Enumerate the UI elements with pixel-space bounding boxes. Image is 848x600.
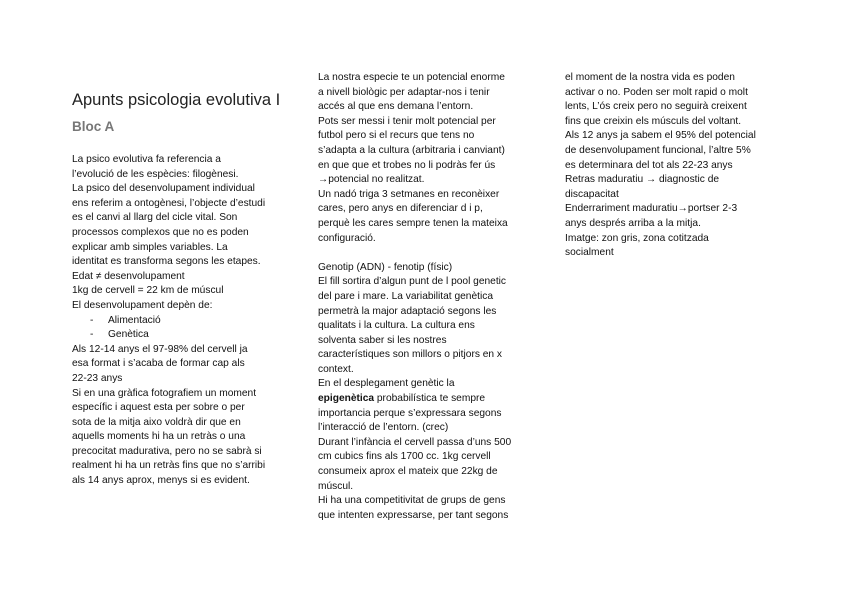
bullet-dash: -: [90, 329, 94, 341]
text-line: context.: [318, 363, 354, 375]
text-line: perquè les cares sempre tenen la mateixa: [318, 217, 508, 229]
text-line: futbol pero si el recurs que tens no: [318, 130, 475, 142]
text-line: a nivell biològic per adaptar-nos i tenir: [318, 86, 490, 98]
text-line: realment hi ha un retràs fins que no s’arribi: [72, 460, 266, 472]
text-line: fins que creixin els músculs del voltant.: [565, 115, 742, 127]
text-line: 22-23 anys: [72, 372, 123, 384]
text-line: Edat ≠ desenvolupament: [72, 270, 185, 282]
bold-term: epigenètica: [318, 393, 375, 405]
text-line: Enderrariment maduratiu→portser 2-3: [565, 203, 738, 215]
text-span: probabilística te sempre: [374, 393, 486, 405]
text-line: específic i aquest esta per sobre o per: [72, 402, 245, 414]
text-line: discapacitat: [565, 188, 619, 200]
text-line: el moment de la nostra vida es poden: [565, 72, 735, 83]
text-line: configuració.: [318, 232, 376, 244]
text-line: lents, L’ós creix pero no seguirà creixent: [565, 101, 747, 113]
text-line: ens referim a ontogènesi, l’objecte d’estudi: [72, 197, 266, 209]
text-line: cares, pero anys en diferenciar d i p,: [318, 203, 483, 215]
text-line: consumeix aprox el mateix que 22kg de: [318, 466, 498, 478]
text-line: l’evolució de les espècies: filogènesi.: [72, 168, 239, 180]
text-line: El desenvolupament depèn de:: [72, 299, 213, 311]
text-line: Retras maduratiu → diagnostic de: [565, 174, 720, 186]
text-line: Genotip (ADN) - fenotip (físic): [318, 261, 453, 273]
list-item: [72, 328, 292, 343]
list-item: [72, 314, 292, 329]
text-line: s’adapta a la cultura (arbitraria i canviant): [318, 144, 505, 156]
page-title: Apunts psicologia evolutiva I: [72, 91, 281, 109]
text-line: 1kg de cervell = 22 km de múscul: [72, 285, 224, 297]
text-line: es determinara del tot als 22-23 anys: [565, 159, 733, 171]
column-3: [565, 71, 785, 261]
text-line: socialment: [565, 247, 614, 259]
text-line: en que que et trobes no li podràs fer ús: [318, 159, 496, 171]
column-2: [318, 71, 538, 523]
text-line: accés al que ens demana l’entorn.: [318, 101, 474, 113]
text-line: Pots ser messi i tenir molt potencial per: [318, 115, 496, 127]
text-line: La psico del desenvolupament individual: [72, 183, 255, 195]
text-line: de desenvolupament funcional, l’altre 5%: [565, 144, 751, 156]
text-line: solventa saber si les nostres: [318, 334, 447, 346]
text-line: l’interacció de l’entorn. (crec): [318, 422, 449, 434]
text-line: activar o no. Poden ser molt rapid o molt: [565, 86, 748, 98]
text-line: Durant l’infància el cervell passa d’uns 500: [318, 436, 512, 448]
text-line: esa format i s’acaba de formar cap als: [72, 358, 245, 370]
text-line: importancia perque s’expressara segons: [318, 407, 502, 419]
text-line: qualitats i la cultura. La cultura ens: [318, 320, 475, 332]
text-line: Un nadó triga 3 setmanes en reconèixer: [318, 188, 500, 200]
list-item-text: Genètica: [108, 329, 149, 341]
text-line: [318, 392, 538, 407]
text-line: Si en una gràfica fotografiem un moment: [72, 387, 257, 399]
text-line: permetrà la major adaptació segons les: [318, 305, 497, 317]
text-line: precocitat madurativa, pero no se sabrà si: [72, 445, 262, 457]
text-line: característiques son millors o pitjors en x: [318, 349, 503, 361]
text-line: processos complexos que no es poden: [72, 226, 249, 238]
column-1: [72, 153, 292, 489]
text-line: En el desplegament genètic la: [318, 378, 455, 390]
text-line: El fill sortira d’algun punt de l pool genetic: [318, 276, 507, 288]
text-line: La psico evolutiva fa referencia a: [72, 154, 221, 165]
text-line: als 14 anys aprox, menys si es evident.: [72, 475, 250, 487]
text-line: aquells moments hi ha un retràs o una: [72, 431, 246, 443]
page-subtitle: Bloc A: [72, 119, 115, 134]
text-line: que intenten expressarse, per tant segons: [318, 509, 509, 521]
text-line: del pare i mare. La variabilitat genètica: [318, 290, 493, 302]
text-line: cm cubics fins als 1700 cc. 1kg cervell: [318, 451, 491, 463]
paragraph-gap: [318, 246, 538, 261]
text-line: es el canvi al llarg del cicle vital. Son: [72, 212, 238, 224]
text-line: múscul.: [318, 480, 354, 492]
text-line: Als 12-14 anys el 97-98% del cervell ja: [72, 343, 248, 355]
text-line: explicar amb simples variables. La: [72, 241, 228, 253]
text-line: Imatge: zon gris, zona cotitzada: [565, 232, 709, 244]
list-item-text: Alimentació: [108, 314, 161, 326]
bullet-dash: -: [90, 314, 94, 326]
text-line: identitat es transforma segons les etapes.: [72, 256, 261, 268]
text-line: Hi ha una competitivitat de grups de gens: [318, 495, 506, 507]
text-line: sota de la mitja aixo voldrà dir que en: [72, 416, 241, 428]
text-line: Als 12 anys ja sabem el 95% del potencial: [565, 130, 756, 142]
text-line: La nostra especie te un potencial enorme: [318, 72, 505, 83]
text-line: anys després arriba a la mitja.: [565, 217, 701, 229]
text-line: →potencial no realitzat.: [318, 174, 425, 186]
